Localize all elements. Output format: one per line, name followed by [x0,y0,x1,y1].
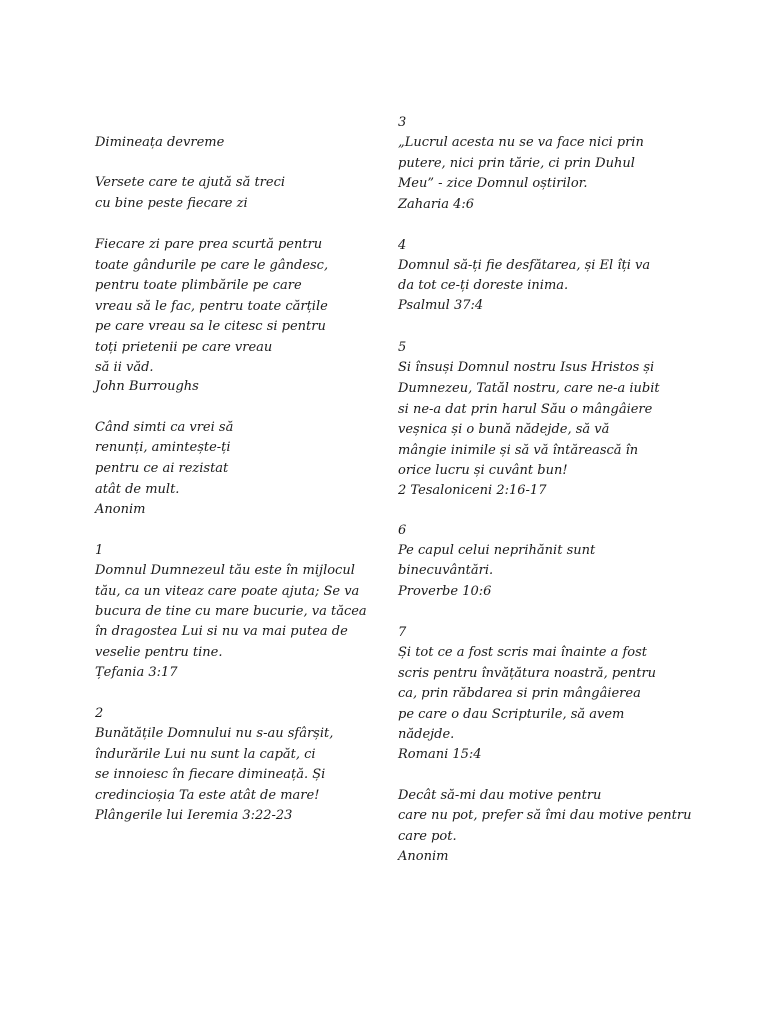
text-line: să ii văd. [95,360,154,375]
text-line: veselie pentru tine. [95,645,223,660]
text-line: vreau să le fac, pentru toate cărțile [95,299,328,314]
text-line: Dimineața devreme [95,135,225,150]
text-line: Proverbe 10:6 [398,584,492,599]
text-line: John Burroughs [95,379,199,394]
text-line: Țefania 3:17 [95,665,178,680]
text-line: Când simti ca vrei să [95,420,234,435]
text-line: nădejde. [398,727,455,742]
text-line: 2 [95,706,104,721]
text-line: 2 Tesaloniceni 2:16-17 [398,483,547,498]
text-line: Zaharia 4:6 [398,197,475,212]
text-line: orice lucru și cuvânt bun! [398,463,568,478]
text-line: bucura de tine cu mare bucurie, va tăcea [95,604,367,619]
text-line: „Lucrul acesta nu se va face nici prin [398,135,644,150]
text-line: pentru ce ai rezistat [95,461,229,476]
text-line: Romani 15:4 [398,747,482,762]
text-line: Anonim [398,849,449,864]
text-line: toți prietenii pe care vreau [95,340,273,355]
text-line: tău, ca un viteaz care poate ajuta; Se va [95,584,360,599]
text-line: 5 [398,340,407,355]
text-line: Dumnezeu, Tatăl nostru, care ne-a iubit [398,381,660,396]
text-line: cu bine peste fiecare zi [95,196,248,211]
text-line: Meu” - zice Domnul oștirilor. [398,176,588,191]
text-line: scris pentru învățătura noastră, pentru [398,666,657,681]
text-line: care nu pot, prefer să îmi dau motive pentru [398,808,692,823]
text-line: Domnul să-ți fie desfătarea, și El îți va [398,258,651,273]
text-line: în dragostea Lui si nu va mai putea de [95,624,348,639]
text-line: îndurările Lui nu sunt la capăt, ci [95,747,316,762]
text-line: 6 [398,523,407,538]
text-line: Și tot ce a fost scris mai înainte a fost [398,645,648,660]
text-line: Decât să-mi dau motive pentru [398,788,602,803]
text-line: binecuvântări. [398,563,494,578]
text-line: veșnica și o bună nădejde, să vă [398,422,610,437]
text-line: care pot. [398,829,457,844]
text-line: Bunătățile Domnului nu s-au sfârșit, [95,726,334,741]
text-line: Versete care te ajută să treci [95,175,286,190]
text-line: 3 [398,115,407,130]
text-line: Si însuși Domnul nostru Isus Hristos și [398,360,655,375]
text-line: credincioșia Ta este atât de mare! [95,788,320,803]
text-line: putere, nici prin tărie, ci prin Duhul [398,156,635,171]
text-line: se innoiesc în fiecare dimineață. Și [95,767,326,782]
text-line: Anonim [95,502,146,517]
text-line: si ne-a dat prin harul Său o mângâiere [398,402,653,417]
text-line: mângie inimile și să vă întărească în [398,443,639,458]
text-line: Domnul Dumnezeul tău este în mijlocul [95,563,355,578]
text-line: pe care o dau Scripturile, să avem [398,707,625,722]
text-line: 7 [398,625,407,640]
text-line: Fiecare zi pare prea scurtă pentru [95,237,323,252]
text-line: pe care vreau sa le citesc si pentru [95,319,326,334]
text-line: Psalmul 37:4 [398,298,484,313]
text-line: 1 [95,543,104,558]
text-line: renunți, amintește-ți [95,440,231,455]
text-line: ca, prin răbdarea si prin mângâierea [398,686,641,701]
text-line: Pe capul celui neprihănit sunt [398,543,596,558]
text-line: da tot ce-ți doreste inima. [398,278,569,293]
text-line: Plângerile lui Ieremia 3:22-23 [95,808,293,823]
text-line: 4 [398,238,407,253]
text-line: atât de mult. [95,482,180,497]
text-line: toate gândurile pe care le gândesc, [95,258,329,273]
text-line: pentru toate plimbările pe care [95,278,302,293]
